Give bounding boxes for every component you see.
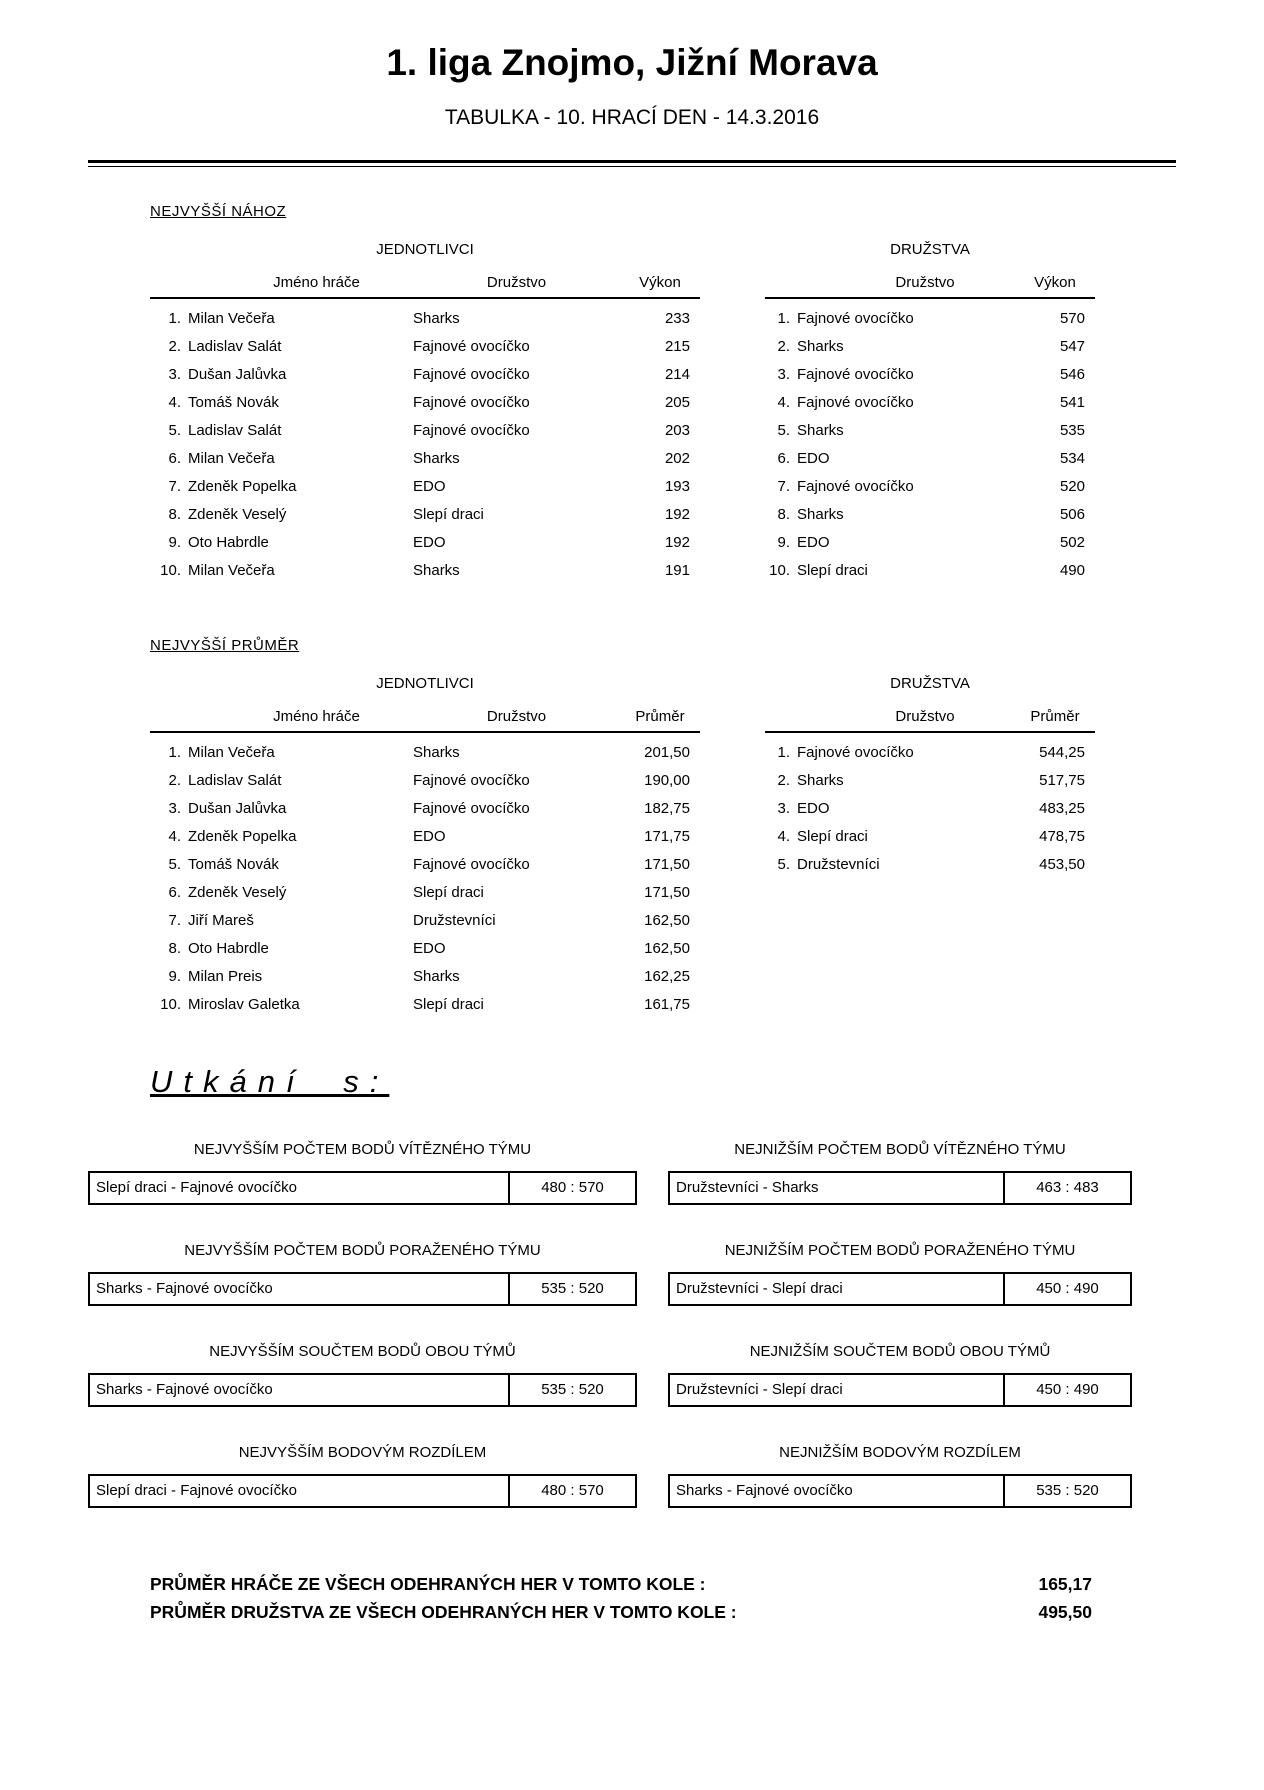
team-cell: Fajnové ovocíčko bbox=[413, 366, 530, 383]
rank-cell: 7. bbox=[777, 478, 790, 495]
match-score: 535 : 520 bbox=[508, 1375, 635, 1405]
table-row bbox=[150, 767, 700, 795]
player-name-cell: Oto Habrdle bbox=[188, 534, 269, 551]
header-divider bbox=[88, 160, 1176, 167]
teams-throw-table bbox=[765, 274, 1095, 585]
value-cell: 520 bbox=[1059, 478, 1085, 495]
highest-average-tables bbox=[88, 674, 1176, 1019]
team-cell: Sharks bbox=[413, 744, 460, 761]
match-stat bbox=[668, 1443, 1132, 1508]
table-row bbox=[150, 851, 700, 879]
rank-cell: 5. bbox=[777, 422, 790, 439]
column-header-team: Družstvo bbox=[413, 708, 620, 732]
teams-title: DRUŽSTVA bbox=[890, 241, 970, 258]
match-stat bbox=[668, 1342, 1132, 1407]
player-name-cell: Zdeněk Veselý bbox=[188, 506, 287, 523]
team-cell: EDO bbox=[797, 534, 830, 551]
table-row bbox=[765, 529, 1095, 557]
value-cell: 171,75 bbox=[644, 828, 690, 845]
rank-cell: 5. bbox=[777, 856, 790, 873]
table-header-row bbox=[765, 708, 1095, 732]
player-name-cell: Dušan Jalůvka bbox=[188, 366, 287, 383]
match-teams: Sharks - Fajnové ovocíčko bbox=[676, 1482, 853, 1499]
match-score: 480 : 570 bbox=[508, 1476, 635, 1506]
table-row bbox=[765, 473, 1095, 501]
individuals-throw-table bbox=[150, 274, 700, 585]
column-header-value: Průměr bbox=[1015, 708, 1095, 732]
value-cell: 161,75 bbox=[644, 996, 690, 1013]
player-name-cell: Tomáš Novák bbox=[188, 394, 279, 411]
summary-value: 495,50 bbox=[1038, 1602, 1092, 1622]
match-teams: Sharks - Fajnové ovocíčko bbox=[96, 1280, 273, 1297]
value-cell: 483,25 bbox=[1039, 800, 1085, 817]
value-cell: 546 bbox=[1059, 366, 1085, 383]
value-cell: 547 bbox=[1059, 338, 1085, 355]
match-stat-label: NEJNIŽŠÍM POČTEM BODŮ VÍTĚZNÉHO TÝMU bbox=[734, 1141, 1066, 1158]
rank-cell: 10. bbox=[160, 562, 181, 579]
rank-cell: 7. bbox=[168, 478, 181, 495]
team-cell: Fajnové ovocíčko bbox=[797, 478, 914, 495]
team-cell: Fajnové ovocíčko bbox=[413, 800, 530, 817]
value-cell: 534 bbox=[1059, 450, 1085, 467]
player-name-cell: Zdeněk Popelka bbox=[188, 478, 297, 495]
match-stat-label: NEJVYŠŠÍM SOUČTEM BODŮ OBOU TÝMŮ bbox=[209, 1343, 516, 1360]
player-name-cell: Jiří Mareš bbox=[188, 912, 254, 929]
team-cell: Družstevníci bbox=[413, 912, 496, 929]
match-teams: Družstevníci - Sharks bbox=[676, 1179, 819, 1196]
summary-label: PRŮMĚR DRUŽSTVA ZE VŠECH ODEHRANÝCH HER V TOMTO KOLE : bbox=[150, 1602, 737, 1622]
matches-heading: Utkání s: bbox=[150, 1064, 390, 1099]
summary-value: 165,17 bbox=[1038, 1574, 1092, 1594]
summary-line bbox=[150, 1598, 1092, 1626]
team-cell: Fajnové ovocíčko bbox=[413, 856, 530, 873]
match-stat-box bbox=[88, 1171, 637, 1205]
rank-cell: 1. bbox=[777, 310, 790, 327]
table-row bbox=[150, 991, 700, 1019]
match-stat-label: NEJNIŽŠÍM BODOVÝM ROZDÍLEM bbox=[779, 1444, 1021, 1461]
rank-cell: 4. bbox=[777, 828, 790, 845]
value-cell: 478,75 bbox=[1039, 828, 1085, 845]
value-cell: 192 bbox=[664, 534, 690, 551]
team-cell: EDO bbox=[797, 800, 830, 817]
column-header-value: Výkon bbox=[620, 274, 700, 298]
team-cell: Sharks bbox=[797, 772, 844, 789]
team-cell: Slepí draci bbox=[413, 884, 484, 901]
team-cell: Slepí draci bbox=[413, 996, 484, 1013]
value-cell: 544,25 bbox=[1039, 744, 1085, 761]
rank-cell: 5. bbox=[168, 856, 181, 873]
table-row bbox=[150, 361, 700, 389]
player-name-cell: Tomáš Novák bbox=[188, 856, 279, 873]
value-cell: 490 bbox=[1059, 562, 1085, 579]
match-teams: Slepí draci - Fajnové ovocíčko bbox=[96, 1179, 297, 1196]
team-cell: Sharks bbox=[413, 968, 460, 985]
match-stat bbox=[668, 1140, 1132, 1205]
page-title: 1. liga Znojmo, Jižní Morava bbox=[386, 42, 878, 83]
team-cell: EDO bbox=[413, 534, 446, 551]
match-stat-box bbox=[88, 1272, 637, 1306]
value-cell: 190,00 bbox=[644, 772, 690, 789]
team-cell: EDO bbox=[413, 478, 446, 495]
table-row bbox=[765, 298, 1095, 333]
table-row bbox=[150, 963, 700, 991]
table-row bbox=[765, 732, 1095, 767]
rank-cell: 2. bbox=[168, 338, 181, 355]
match-score: 450 : 490 bbox=[1003, 1375, 1130, 1405]
table-row bbox=[150, 823, 700, 851]
player-name-cell: Milan Večeřa bbox=[188, 562, 275, 579]
value-cell: 171,50 bbox=[644, 856, 690, 873]
player-name-cell: Ladislav Salát bbox=[188, 772, 282, 789]
teams-title: DRUŽSTVA bbox=[890, 675, 970, 692]
match-stat bbox=[668, 1241, 1132, 1306]
rank-cell: 4. bbox=[777, 394, 790, 411]
team-cell: Fajnové ovocíčko bbox=[413, 772, 530, 789]
value-cell: 192 bbox=[664, 506, 690, 523]
table-row bbox=[150, 935, 700, 963]
team-cell: Sharks bbox=[413, 562, 460, 579]
value-cell: 193 bbox=[664, 478, 690, 495]
section-highest-throw bbox=[88, 203, 1176, 585]
team-cell: Fajnové ovocíčko bbox=[797, 310, 914, 327]
player-name-cell: Miroslav Galetka bbox=[188, 996, 300, 1013]
table-row bbox=[150, 501, 700, 529]
table-row bbox=[150, 907, 700, 935]
rank-cell: 8. bbox=[168, 940, 181, 957]
table-row bbox=[150, 529, 700, 557]
rank-cell: 9. bbox=[168, 968, 181, 985]
match-score: 463 : 483 bbox=[1003, 1173, 1130, 1203]
match-stat bbox=[88, 1140, 637, 1205]
column-header-value: Výkon bbox=[1015, 274, 1095, 298]
value-cell: 502 bbox=[1059, 534, 1085, 551]
table-row bbox=[150, 298, 700, 333]
match-score: 535 : 520 bbox=[508, 1274, 635, 1304]
value-cell: 517,75 bbox=[1039, 772, 1085, 789]
team-cell: Družstevníci bbox=[797, 856, 880, 873]
rank-cell: 3. bbox=[777, 366, 790, 383]
match-stat-label: NEJVYŠŠÍM POČTEM BODŮ PORAŽENÉHO TÝMU bbox=[184, 1242, 541, 1259]
column-header-player: Jméno hráče bbox=[150, 708, 413, 732]
team-cell: Sharks bbox=[797, 422, 844, 439]
table-row bbox=[765, 767, 1095, 795]
section-heading-highest-average: NEJVYŠŠÍ PRŮMĚR bbox=[150, 637, 300, 654]
teams-block bbox=[765, 674, 1095, 879]
summary-line bbox=[150, 1570, 1092, 1598]
rank-cell: 6. bbox=[168, 884, 181, 901]
match-stat bbox=[88, 1443, 637, 1508]
rank-cell: 10. bbox=[769, 562, 790, 579]
player-name-cell: Milan Večeřa bbox=[188, 450, 275, 467]
rank-cell: 2. bbox=[168, 772, 181, 789]
team-cell: Fajnové ovocíčko bbox=[413, 422, 530, 439]
team-cell: Sharks bbox=[413, 450, 460, 467]
match-score: 480 : 570 bbox=[508, 1173, 635, 1203]
table-row bbox=[765, 557, 1095, 585]
table-row bbox=[765, 361, 1095, 389]
value-cell: 214 bbox=[664, 366, 690, 383]
team-cell: EDO bbox=[413, 828, 446, 845]
teams-average-table bbox=[765, 708, 1095, 879]
section-heading-highest-throw: NEJVYŠŠÍ NÁHOZ bbox=[150, 203, 287, 220]
individuals-block bbox=[150, 240, 700, 585]
individuals-average-table bbox=[150, 708, 700, 1019]
table-row bbox=[150, 333, 700, 361]
column-header-team: Družstvo bbox=[413, 274, 620, 298]
team-cell: Sharks bbox=[413, 310, 460, 327]
value-cell: 506 bbox=[1059, 506, 1085, 523]
match-stat-label: NEJVYŠŠÍM BODOVÝM ROZDÍLEM bbox=[238, 1444, 487, 1461]
column-header-team: Družstvo bbox=[765, 274, 1015, 298]
match-stats-grid bbox=[88, 1140, 1176, 1508]
rank-cell: 6. bbox=[168, 450, 181, 467]
rank-cell: 2. bbox=[777, 338, 790, 355]
match-stat-label: NEJNIŽŠÍM SOUČTEM BODŮ OBOU TÝMŮ bbox=[749, 1343, 1051, 1360]
page-subtitle: TABULKA - 10. HRACÍ DEN - 14.3.2016 bbox=[444, 106, 820, 129]
table-row bbox=[150, 417, 700, 445]
table-row bbox=[150, 795, 700, 823]
section-matches bbox=[88, 1064, 1176, 1508]
player-name-cell: Oto Habrdle bbox=[188, 940, 269, 957]
table-row bbox=[765, 445, 1095, 473]
table-row bbox=[150, 879, 700, 907]
rank-cell: 2. bbox=[777, 772, 790, 789]
player-name-cell: Milan Preis bbox=[188, 968, 263, 985]
table-header-row bbox=[150, 708, 700, 732]
match-stat-box bbox=[88, 1373, 637, 1407]
table-row bbox=[150, 445, 700, 473]
match-teams: Sharks - Fajnové ovocíčko bbox=[96, 1381, 273, 1398]
rank-cell: 4. bbox=[168, 828, 181, 845]
rank-cell: 5. bbox=[168, 422, 181, 439]
team-cell: Fajnové ovocíčko bbox=[797, 366, 914, 383]
rank-cell: 9. bbox=[168, 534, 181, 551]
match-score: 535 : 520 bbox=[1003, 1476, 1130, 1506]
summary-footer bbox=[150, 1570, 1092, 1626]
individuals-block bbox=[150, 674, 700, 1019]
rank-cell: 6. bbox=[777, 450, 790, 467]
individuals-title: JEDNOTLIVCI bbox=[376, 675, 474, 692]
table-row bbox=[765, 333, 1095, 361]
highest-throw-tables bbox=[88, 240, 1176, 585]
rank-cell: 1. bbox=[168, 310, 181, 327]
value-cell: 162,50 bbox=[644, 940, 690, 957]
rank-cell: 8. bbox=[777, 506, 790, 523]
player-name-cell: Zdeněk Popelka bbox=[188, 828, 297, 845]
rank-cell: 1. bbox=[777, 744, 790, 761]
table-header-row bbox=[765, 274, 1095, 298]
value-cell: 202 bbox=[664, 450, 690, 467]
rank-cell: 1. bbox=[168, 744, 181, 761]
match-stat-box bbox=[668, 1171, 1132, 1205]
match-stat-box bbox=[668, 1373, 1132, 1407]
summary-label: PRŮMĚR HRÁČE ZE VŠECH ODEHRANÝCH HER V TOMTO KOLE : bbox=[150, 1574, 706, 1594]
team-cell: Fajnové ovocíčko bbox=[797, 744, 914, 761]
table-row bbox=[765, 501, 1095, 529]
value-cell: 233 bbox=[664, 310, 690, 327]
table-row bbox=[765, 417, 1095, 445]
match-teams: Slepí draci - Fajnové ovocíčko bbox=[96, 1482, 297, 1499]
team-cell: Slepí draci bbox=[797, 828, 868, 845]
table-row bbox=[765, 389, 1095, 417]
match-stat-label: NEJVYŠŠÍM POČTEM BODŮ VÍTĚZNÉHO TÝMU bbox=[193, 1141, 532, 1158]
team-cell: Sharks bbox=[797, 338, 844, 355]
value-cell: 535 bbox=[1059, 422, 1085, 439]
table-row bbox=[765, 851, 1095, 879]
value-cell: 453,50 bbox=[1039, 856, 1085, 873]
player-name-cell: Ladislav Salát bbox=[188, 338, 282, 355]
value-cell: 162,50 bbox=[644, 912, 690, 929]
table-row bbox=[150, 389, 700, 417]
team-cell: Slepí draci bbox=[413, 506, 484, 523]
player-name-cell: Ladislav Salát bbox=[188, 422, 282, 439]
team-cell: EDO bbox=[797, 450, 830, 467]
value-cell: 203 bbox=[664, 422, 690, 439]
player-name-cell: Zdeněk Veselý bbox=[188, 884, 287, 901]
table-row bbox=[150, 732, 700, 767]
rank-cell: 3. bbox=[168, 800, 181, 817]
team-cell: Slepí draci bbox=[797, 562, 868, 579]
column-header-player: Jméno hráče bbox=[150, 274, 413, 298]
teams-block bbox=[765, 240, 1095, 585]
value-cell: 191 bbox=[664, 562, 690, 579]
value-cell: 541 bbox=[1059, 394, 1085, 411]
value-cell: 171,50 bbox=[644, 884, 690, 901]
match-stat-box bbox=[88, 1474, 637, 1508]
team-cell: EDO bbox=[413, 940, 446, 957]
table-row bbox=[150, 473, 700, 501]
match-teams: Družstevníci - Slepí draci bbox=[676, 1280, 843, 1297]
match-stat-label: NEJNIŽŠÍM POČTEM BODŮ PORAŽENÉHO TÝMU bbox=[724, 1242, 1076, 1259]
team-cell: Fajnové ovocíčko bbox=[797, 394, 914, 411]
rank-cell: 7. bbox=[168, 912, 181, 929]
match-teams: Družstevníci - Slepí draci bbox=[676, 1381, 843, 1398]
value-cell: 182,75 bbox=[644, 800, 690, 817]
column-header-value: Průměr bbox=[620, 708, 700, 732]
rank-cell: 8. bbox=[168, 506, 181, 523]
rank-cell: 3. bbox=[168, 366, 181, 383]
table-header-row bbox=[150, 274, 700, 298]
value-cell: 205 bbox=[664, 394, 690, 411]
rank-cell: 9. bbox=[777, 534, 790, 551]
value-cell: 162,25 bbox=[644, 968, 690, 985]
rank-cell: 10. bbox=[160, 996, 181, 1013]
table-row bbox=[765, 823, 1095, 851]
player-name-cell: Milan Večeřa bbox=[188, 310, 275, 327]
rank-cell: 4. bbox=[168, 394, 181, 411]
value-cell: 201,50 bbox=[644, 744, 690, 761]
value-cell: 215 bbox=[664, 338, 690, 355]
player-name-cell: Milan Večeřa bbox=[188, 744, 275, 761]
table-row bbox=[150, 557, 700, 585]
team-cell: Sharks bbox=[797, 506, 844, 523]
section-highest-average bbox=[88, 637, 1176, 1019]
team-cell: Fajnové ovocíčko bbox=[413, 394, 530, 411]
rank-cell: 3. bbox=[777, 800, 790, 817]
value-cell: 570 bbox=[1059, 310, 1085, 327]
match-score: 450 : 490 bbox=[1003, 1274, 1130, 1304]
match-stat-box bbox=[668, 1474, 1132, 1508]
match-stat bbox=[88, 1241, 637, 1306]
match-stat bbox=[88, 1342, 637, 1407]
column-header-team: Družstvo bbox=[765, 708, 1015, 732]
table-row bbox=[765, 795, 1095, 823]
match-stat-box bbox=[668, 1272, 1132, 1306]
individuals-title: JEDNOTLIVCI bbox=[376, 241, 474, 258]
team-cell: Fajnové ovocíčko bbox=[413, 338, 530, 355]
player-name-cell: Dušan Jalůvka bbox=[188, 800, 287, 817]
